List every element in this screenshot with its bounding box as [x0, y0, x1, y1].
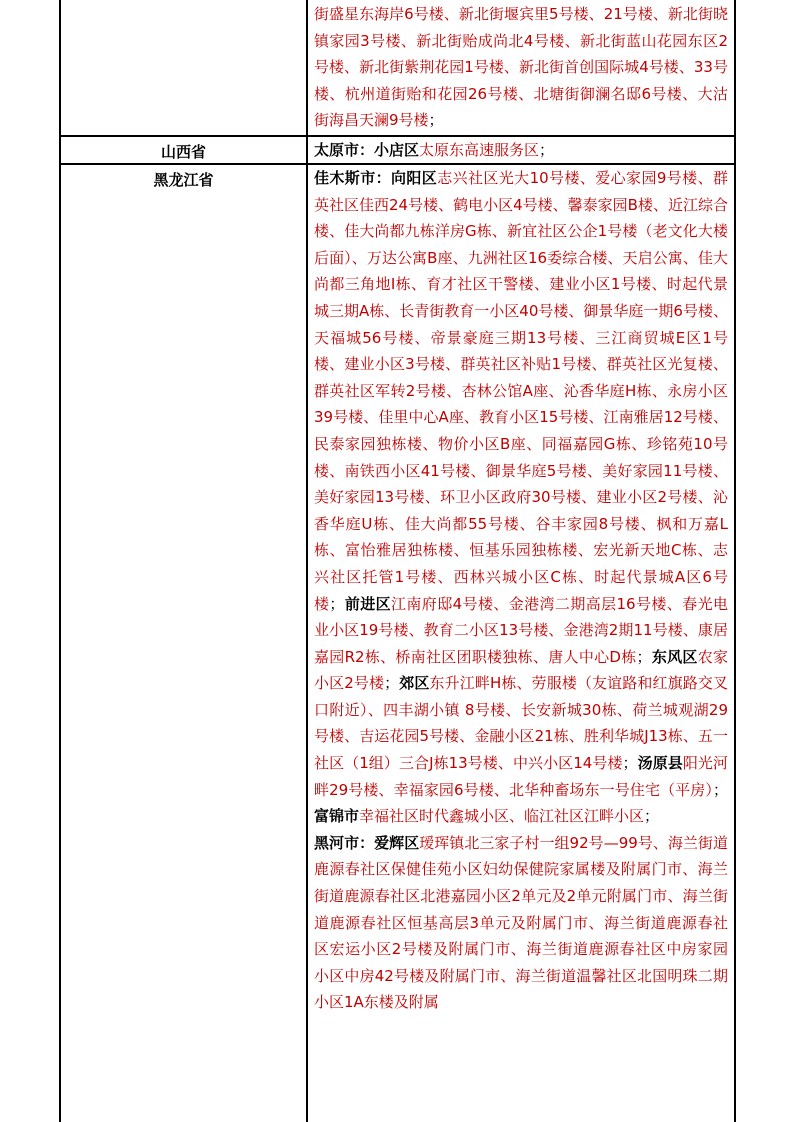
heilongjiang-region-heading: 黑河市：爱辉区	[314, 833, 420, 852]
heilongjiang-separator: ；	[622, 754, 638, 773]
heilongjiang-location-list: 农家小区2号楼	[314, 647, 728, 693]
shanxi-location-list: 太原东高速服务区	[419, 141, 540, 159]
heilongjiang-separator: ；	[384, 674, 400, 693]
heilongjiang-location-list: 东升江畔H栋、劳服楼（友谊路和红旗路交叉口附近）、四丰湖小镇 8号楼、长安新城30栋、荷兰城观湖29号楼、吉运花园5号楼、金融小区21栋、胜利华城J13栋、五一社区（1组）三合J栋13号楼、中兴小区14号楼	[314, 674, 728, 773]
row1-separator: ；	[428, 111, 444, 130]
province-cell-shanxi: 山西省	[160, 143, 206, 161]
table-column-divider	[306, 0, 308, 1122]
heilongjiang-region-heading: 郊区	[399, 674, 430, 693]
heilongjiang-separator: ；	[329, 594, 345, 613]
heilongjiang-region-heading: 汤原县	[637, 754, 683, 773]
heilongjiang-separator: ；	[644, 807, 660, 826]
shanxi-region-heading: 太原市：小店区	[314, 141, 420, 159]
heilongjiang-separator: ；	[712, 780, 728, 799]
heilongjiang-region-heading: 前进区	[344, 594, 392, 613]
heilongjiang-location-list: 阳光河畔29号楼、幸福家园6号楼、北华种畜场东一号住宅（平房）	[314, 754, 728, 799]
heilongjiang-location-list: 江南府邸4号楼、金港湾二期高层16号楼、春光电业小区19号楼、教育二小区13号楼、金港湾2期11号楼、康居嘉园R2栋、桥南社区团职楼独栋、唐人中心D栋	[314, 594, 728, 666]
heilongjiang-paragraph	[314, 830, 728, 1016]
heilongjiang-location-list: 幸福社区时代鑫城小区、临江社区江畔小区	[359, 807, 645, 826]
locations-cell-row1	[314, 1, 728, 134]
heilongjiang-location-list: 瑷珲镇北三家子村一组92号—99号、海兰街道鹿源春社区保健佳苑小区妇幼保健院家属楼及附属门市、海兰街道鹿源春社区北港嘉园小区2单元及2单元附属门市、海兰街道鹿源春社区恒基高层3单元及附属门市、海兰街道鹿源春社区宏运小区2号楼及附属门市、海兰街道鹿源春社区中房家园小区中房42号楼及附属门市、海兰街道温馨社区北国明珠二期小区1A东楼及附属	[314, 833, 728, 1012]
heilongjiang-region-heading: 富锦市	[314, 807, 360, 826]
heilongjiang-location-list: 志兴社区光大10号楼、爱心家园9号楼、群英社区佳西24号楼、鹤电小区4号楼、馨泰家园B楼、近江综合楼、佳大尚都九栋洋房G栋、新宜社区公企1号楼（老文化大楼后面）、万达公寓B座、九洲社区16委综合楼、天启公寓、佳大尚都三角地I栋、育才社区干警楼、建业小区1号楼、时起代景城三期A栋、长青街教育一小区40号楼、御景华庭一期6号楼、天福城56号楼、帝景豪庭三期13号楼、三江商贸城E区1号楼、建业小区3号楼、群英社区补贴1号楼、群英社区光复楼、群英社区军转2号楼、杏林公馆A座、沁香华庭H栋、永房小区39号楼、佳里中心A座、教育小区15号楼、江南雅居12号楼、民泰家园独栋楼、物价小区B座、同福嘉园G栋、珍铭苑10号楼、南铁西小区41号楼、御景华庭5号楼、美好家园11号楼、美好家园13号楼、环卫小区政府30号楼、建业小区2号楼、沁香华庭U栋、佳大尚都55号楼、谷丰家园8号楼、枫和万嘉L栋、富怡雅居独栋楼、恒基乐园独栋楼、宏光新天地C栋、志兴社区托管1号楼、西林兴城小区C栋、时起代景城A区6号楼	[314, 169, 728, 613]
heilongjiang-paragraph	[314, 165, 728, 830]
shanxi-separator: ；	[539, 141, 555, 159]
heilongjiang-region-heading: 东风区	[651, 647, 698, 666]
locations-cell-shanxi	[314, 137, 728, 164]
heilongjiang-separator: ；	[636, 647, 652, 666]
heilongjiang-region-heading: 佳木斯市：向阳区	[314, 169, 438, 187]
row1-location-list: 街盛星东海岸6号楼、新北街堰宾里5号楼、21号楼、新北街晓镇家园3号楼、新北街贻成尚北4号楼、新北街蓝山花园东区2号楼、新北街紫荆花园1号楼、新北街首创国际城4号楼、33号楼、杭州道街贻和花园26号楼、北塘街御澜名邸6号楼、大沽街海昌天澜9号楼	[314, 5, 728, 130]
province-cell-heilongjiang: 黑龙江省	[153, 171, 214, 189]
table-right-border	[734, 0, 736, 1122]
locations-cell-heilongjiang	[314, 165, 728, 1016]
